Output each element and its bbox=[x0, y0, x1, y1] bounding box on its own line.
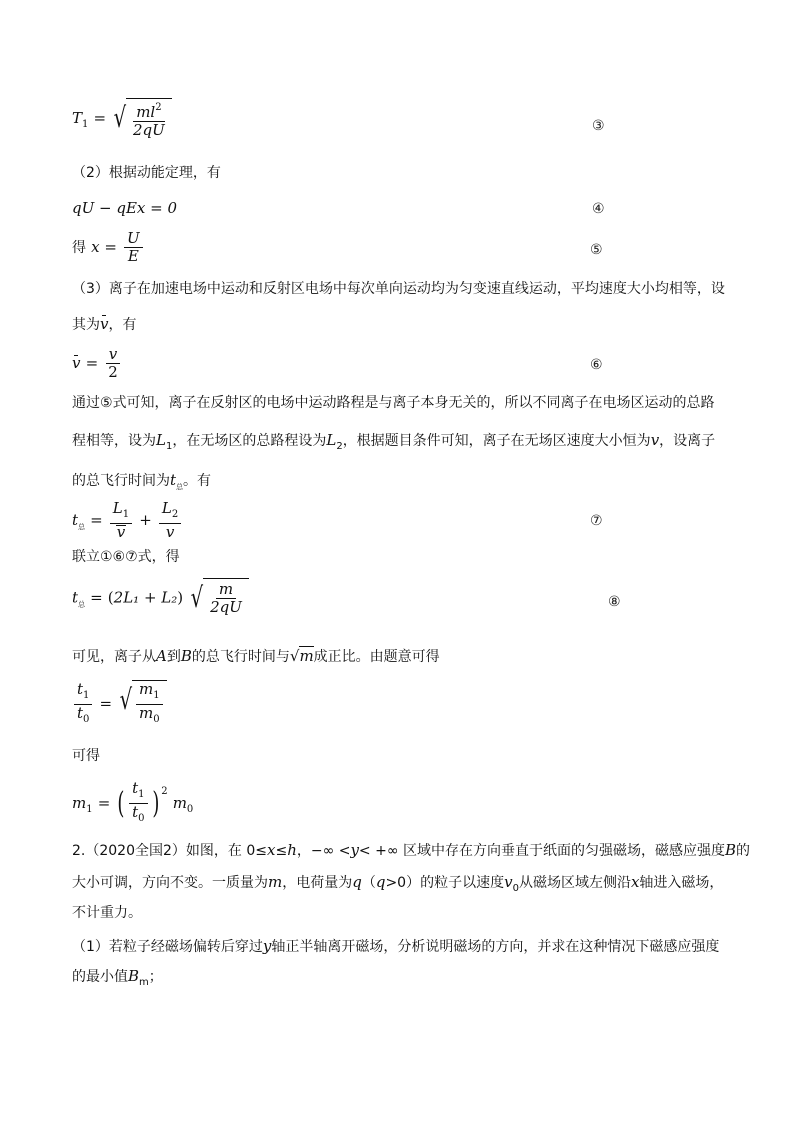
tag-3: ③ bbox=[592, 118, 605, 134]
sqrt: √ $\frac{m_1}{m_0}$ bbox=[117, 680, 166, 728]
question-2-line2: 大小可调，方向不变。一质量为m，电荷量为q（q>0）的粒子以速度$v_0$从磁场区域左侧沿x轴进入磁场， bbox=[72, 873, 724, 894]
equation-ratio: $\frac{t_1}{t_0}$ = √ $\frac{m_1}{m_0}$ bbox=[72, 680, 167, 728]
paragraph-4-line1: 通过⑤式可知，离子在反射区的电场中运动路程是与离子本身无关的，所以不同离子在电场区运动的总路 bbox=[72, 395, 715, 411]
tag-4: ④ bbox=[592, 201, 605, 217]
sqrt: √ $\frac{m}{2qU}$ bbox=[188, 578, 249, 618]
var-T: T bbox=[72, 109, 83, 127]
equation-5: 得 x = $\frac{U}{E}$ bbox=[72, 230, 145, 265]
equation-m1: $m_1$ = ( $\frac{t_1}{t_0}$ ) $^2$ $m_0$ bbox=[72, 779, 194, 824]
question-2-line5: 的最小值$B_m$； bbox=[72, 967, 163, 988]
paragraph-6: 可见，离子从A到B的总飞行时间与√m成正比。由题意可得 bbox=[72, 647, 440, 665]
sqrt: √ $\frac{ml^2}{2qU}$ bbox=[111, 98, 172, 139]
paragraph-2: （2）根据动能定理，有 bbox=[72, 165, 221, 181]
question-2-line1: 2.（2020全国2）如图，在 0≤x≤h，−∞ <y< +∞ 区域中存在方向垂直于纸面的匀强磁场，磁感应强度B的 bbox=[72, 841, 750, 859]
equation-8: $t_总 = (2L_1 + L_2)$ √ $\frac{m}{2qU}$ bbox=[72, 578, 249, 618]
tag-6: ⑥ bbox=[590, 357, 603, 373]
equation-7: $t_总$ = $\frac{L_1}{v}$ + $\frac{L_2}{v}$ bbox=[72, 500, 183, 541]
paragraph-3-line1: （3）离子在加速电场中运动和反射区电场中每次单向运动均为匀变速直线运动，平均速度大小均相等，设 bbox=[72, 281, 725, 297]
paragraph-3-line2: 其为v，有 bbox=[72, 315, 137, 333]
tag-8: ⑧ bbox=[608, 594, 621, 610]
tag-5: ⑤ bbox=[590, 242, 603, 258]
question-2-line3: 不计重力。 bbox=[72, 905, 142, 921]
paragraph-5: 联立①⑥⑦式，得 bbox=[72, 549, 180, 565]
equation-6: v = $\frac{v}{2}$ bbox=[72, 346, 123, 381]
equation-4: qU − qEx = 0 bbox=[72, 199, 178, 217]
question-2-line4: （1）若粒子经磁场偏转后穿过y轴正半轴离开磁场，分析说明磁场的方向，并求在这种情况下磁感应强度 bbox=[72, 937, 720, 955]
equation-3: $T_1$ = √ $\frac{ml^2}{2qU}$ bbox=[72, 98, 172, 139]
tag-7: ⑦ bbox=[590, 513, 603, 529]
paragraph-4-line3: 的总飞行时间为$t_总$。有 bbox=[72, 471, 212, 491]
paragraph-7: 可得 bbox=[72, 748, 100, 764]
paragraph-4-line2: 程相等，设为$L_1$，在无场区的总路程设为$L_2$，根据题目条件可知，离子在无场区速度大小恒为v，设离子 bbox=[72, 431, 716, 452]
